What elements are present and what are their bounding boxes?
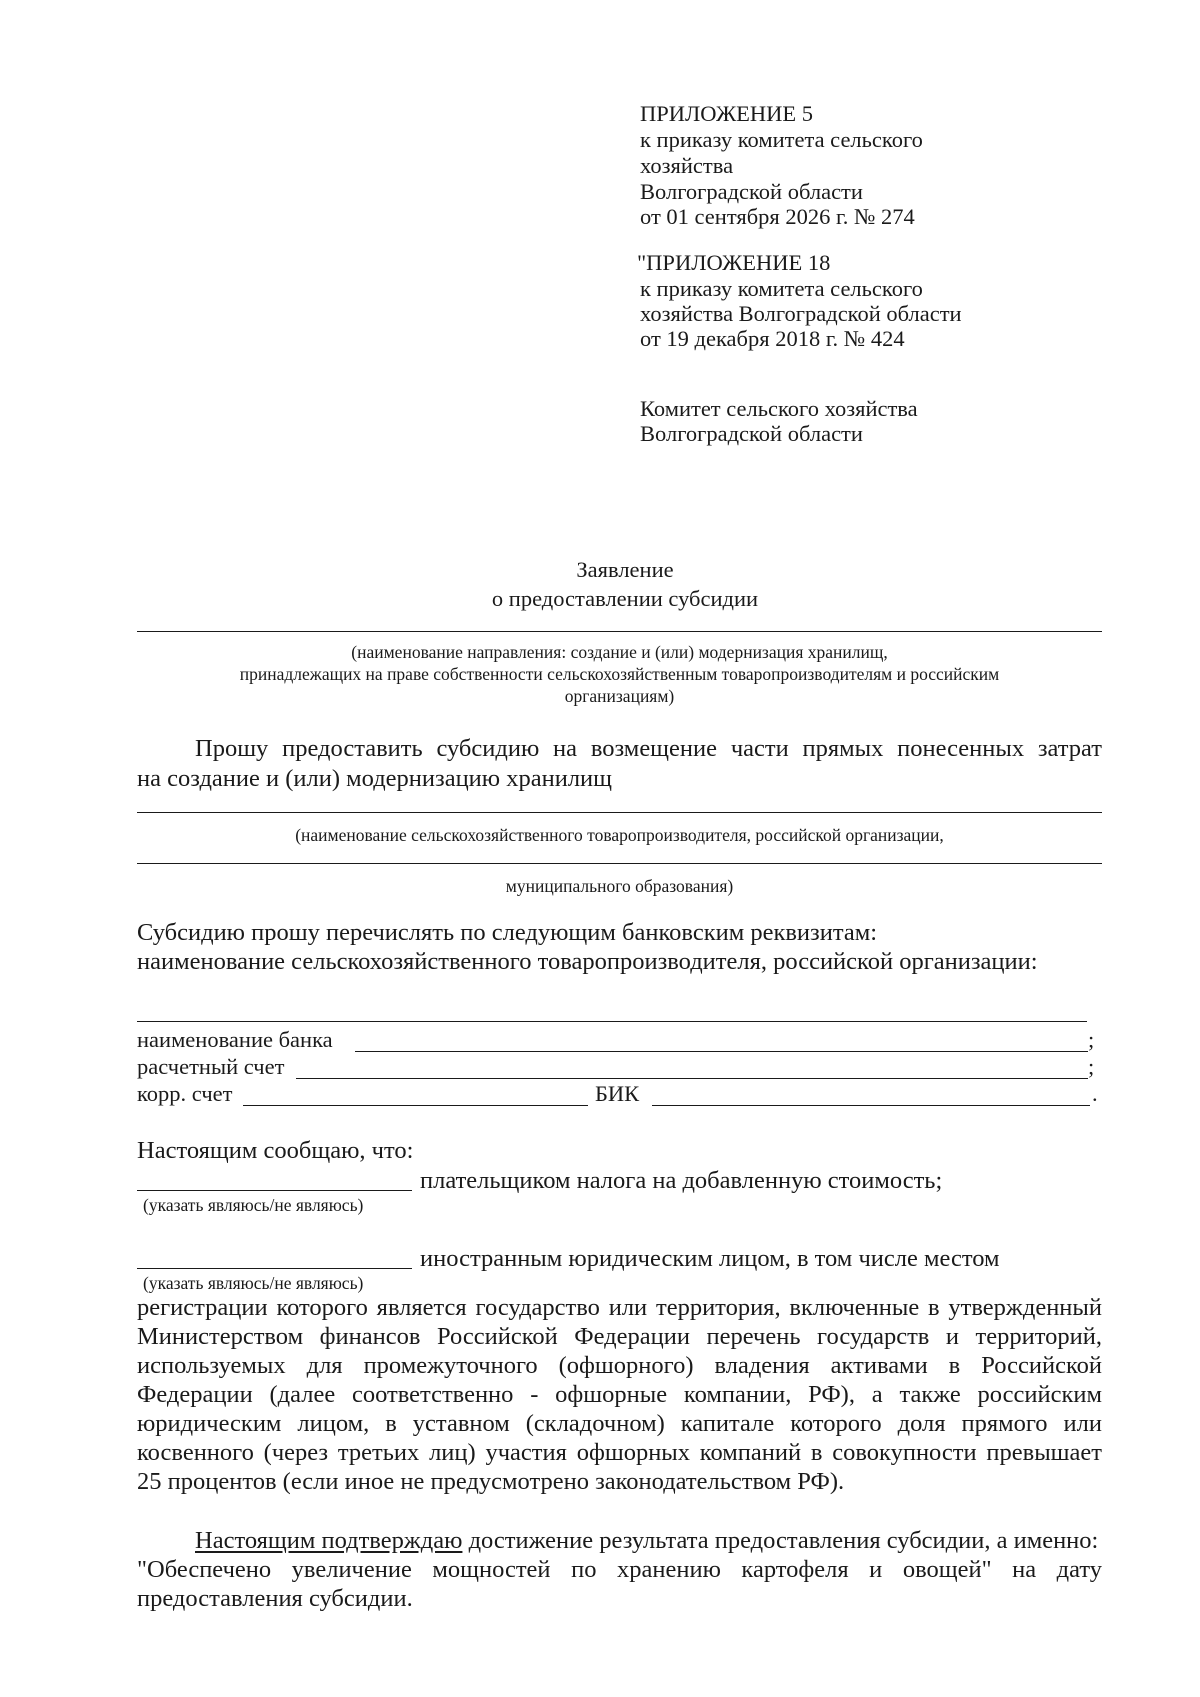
foreign-statement: иностранным юридическим лицом, в том числе местом: [420, 1245, 1000, 1272]
addressee-line: Комитет сельского хозяйства: [640, 396, 918, 421]
statement-intro: Настоящим сообщаю, что:: [137, 1137, 414, 1164]
bik-blank: [652, 1105, 1090, 1106]
paragraph-line: Министерством финансов Российской Федерации перечень государств и территорий,: [137, 1323, 1102, 1350]
semicolon: ;: [1088, 1027, 1095, 1052]
confirmation-end: предоставления субсидии.: [137, 1585, 413, 1612]
bank-name-label: наименование банка: [137, 1027, 333, 1052]
request-text: Прошу предоставить субсидию на возмещение части прямых понесенных затрат: [195, 735, 1102, 762]
appendix18-heading: "ПРИЛОЖЕНИЕ 18: [637, 250, 831, 275]
direction-caption: принадлежащих на праве собственности сельскохозяйственным товаропроизводителям и российским: [239, 664, 1000, 684]
paragraph-line: косвенного (через третьих лиц) участия офшорных компаний в совокупности превышает: [137, 1439, 1102, 1466]
document-title: Заявление: [576, 557, 674, 582]
applicant-caption: муниципального образования): [505, 876, 734, 896]
paragraph-line: регистрации которого является государство или территория, включенные в утвержденный: [137, 1294, 1102, 1321]
applicant-blank-line: [137, 863, 1102, 864]
vat-statement: плательщиком налога на добавленную стоимость;: [420, 1167, 943, 1194]
bank-name-blank: [355, 1051, 1088, 1052]
foreign-status-blank: [137, 1268, 412, 1269]
bik-label: БИК: [595, 1081, 640, 1106]
vat-hint: (указать являюсь/не являюсь): [143, 1195, 364, 1215]
confirmation-result: "Обеспечено увеличение мощностей по хранению картофеля и овощей" на дату: [137, 1556, 1102, 1583]
period: .: [1092, 1081, 1098, 1106]
paragraph-line: юридическим лицом, в уставном (складочном) капитале которого доля прямого или: [137, 1410, 1102, 1437]
bank-intro: Субсидию прошу перечислять по следующим банковским реквизитам:: [137, 919, 878, 946]
account-label: расчетный счет: [137, 1054, 285, 1079]
applicant-blank-line: [137, 812, 1102, 813]
confirmation-line: [195, 1527, 1098, 1554]
appendix18-date: от 19 декабря 2018 г. № 424: [640, 326, 905, 351]
direction-caption: организациям): [564, 686, 675, 706]
foreign-hint: (указать являюсь/не являюсь): [143, 1273, 364, 1293]
addressee-line: Волгоградской области: [640, 421, 863, 446]
account-blank: [296, 1078, 1088, 1079]
corr-account-label: корр. счет: [137, 1081, 233, 1106]
bank-intro: наименование сельскохозяйственного товаропроизводителя, российской организации:: [137, 948, 1038, 975]
appendix5-heading: ПРИЛОЖЕНИЕ 5: [640, 101, 813, 126]
semicolon: ;: [1088, 1054, 1095, 1079]
paragraph-line: Федерации (далее соответственно - офшорные компании, РФ), а также российским: [137, 1381, 1102, 1408]
appendix5-line: Волгоградской области: [640, 179, 863, 204]
applicant-caption: (наименование сельскохозяйственного товаропроизводителя, российской организации,: [295, 825, 944, 845]
appendix5-line: к приказу комитета сельского: [640, 127, 923, 152]
vat-status-blank: [137, 1190, 412, 1191]
appendix5-line: хозяйства: [640, 153, 734, 178]
recipient-blank-line: [137, 1021, 1087, 1022]
appendix5-date: от 01 сентября 2026 г. № 274: [640, 204, 915, 229]
confirmation-text: достижение результата предоставления субсидии, а именно:: [462, 1527, 1099, 1554]
paragraph-line: используемых для промежуточного (офшорного) владения активами в Российской: [137, 1352, 1102, 1379]
appendix18-line: к приказу комитета сельского: [640, 276, 923, 301]
direction-caption: (наименование направления: создание и (или) модернизация хранилищ,: [351, 642, 888, 662]
direction-blank-line: [137, 631, 1102, 632]
paragraph-line: 25 процентов (если иное не предусмотрено законодательством РФ).: [137, 1468, 845, 1495]
request-text: на создание и (или) модернизацию хранилищ: [137, 765, 613, 792]
corr-account-blank: [243, 1105, 588, 1106]
document-subtitle: о предоставлении субсидии: [491, 586, 759, 611]
appendix18-line: хозяйства Волгоградской области: [640, 301, 962, 326]
confirmation-underlined: Настоящим подтверждаю: [195, 1527, 463, 1554]
